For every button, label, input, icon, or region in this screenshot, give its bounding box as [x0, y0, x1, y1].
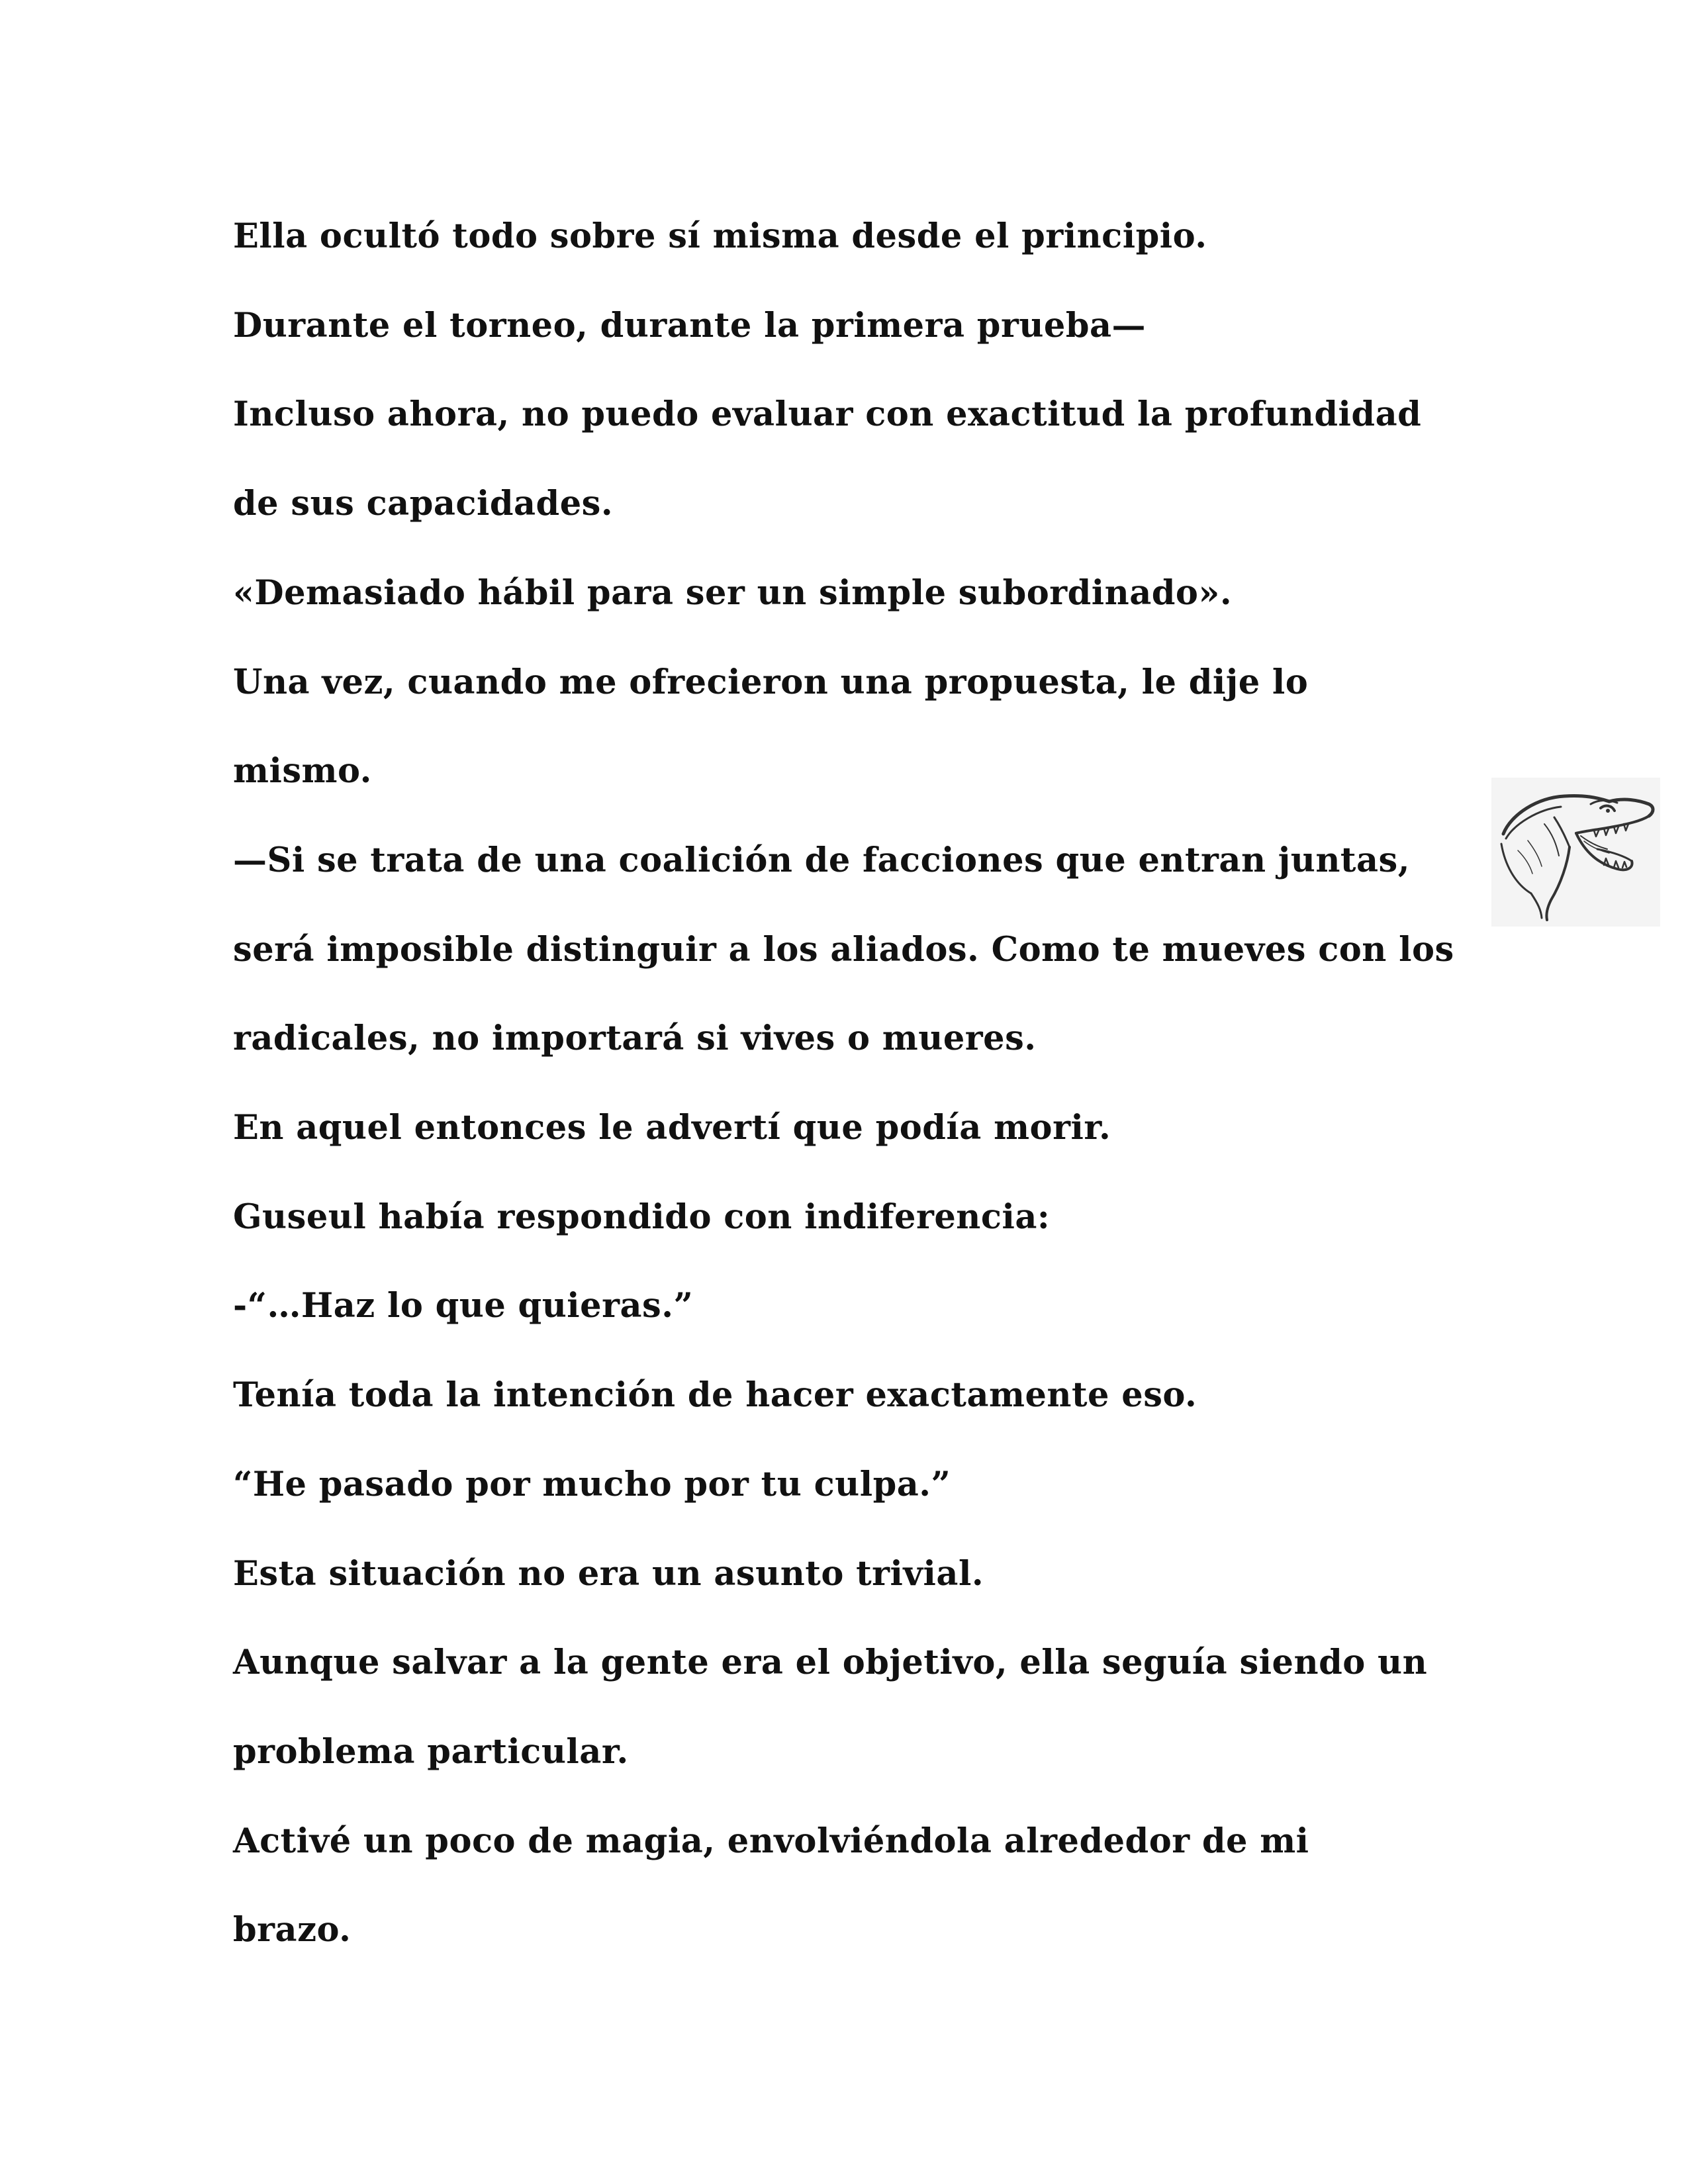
- text-line-15: “He pasado por mucho por tu culpa.”: [233, 1464, 951, 1504]
- text-line-4: de sus capacidades.: [233, 484, 614, 524]
- text-line-18: problema particular.: [233, 1731, 629, 1772]
- text-line-2: Durante el torneo, durante la primera prueba—: [233, 305, 1147, 345]
- body-text: [233, 192, 1464, 1975]
- text-line-5: «Demasiado hábil para ser un simple subordinado».: [233, 572, 1233, 613]
- text-line-9: será imposible distinguir a los aliados. Como te mueves con los: [233, 929, 1454, 970]
- text-line-17: Aunque salvar a la gente era el objetivo, ella seguía siendo un: [233, 1643, 1428, 1683]
- text-line-7: mismo.: [233, 751, 372, 792]
- text-line-3: Incluso ahora, no puedo evaluar con exactitud la profundidad: [233, 394, 1422, 435]
- text-line-1: Ella ocultó todo sobre sí misma desde el principio.: [233, 216, 1207, 256]
- text-line-12: Guseul había respondido con indiferencia:: [233, 1197, 1051, 1237]
- text-line-16: Esta situación no era un asunto trivial.: [233, 1553, 984, 1594]
- dinosaur-head-icon: [1491, 778, 1660, 927]
- text-line-6: Una vez, cuando me ofrecieron una propuesta, le dije lo: [233, 662, 1309, 702]
- text-line-14: Tenía toda la intención de hacer exactamente eso.: [233, 1375, 1197, 1416]
- text-line-13: -“…Haz lo que quieras.”: [233, 1286, 694, 1326]
- text-line-20: brazo.: [233, 1910, 352, 1950]
- text-line-11: En aquel entonces le advertí que podía morir.: [233, 1108, 1111, 1148]
- text-line-8: —Si se trata de una coalición de facciones que entran juntas,: [233, 840, 1410, 880]
- text-line-19: Activé un poco de magia, envolviéndola alrededor de mi: [233, 1821, 1309, 1861]
- text-line-10: radicales, no importará si vives o mueres.: [233, 1019, 1037, 1059]
